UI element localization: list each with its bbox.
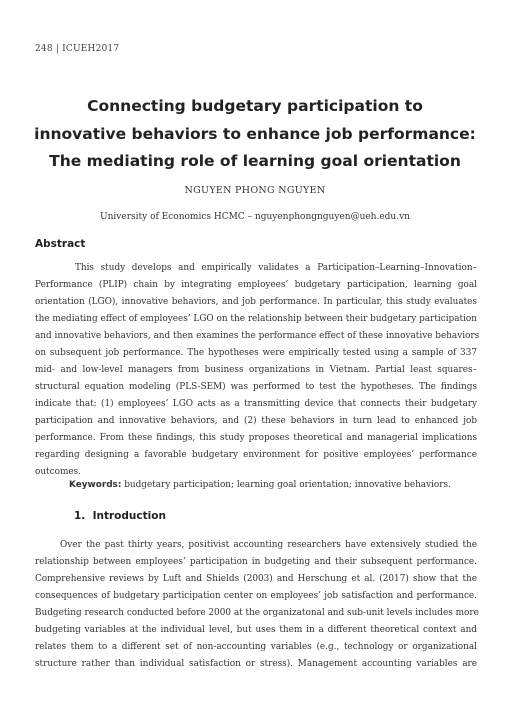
abstract-line: regarding designing a favorable budgetary environment for positive employees’ performance [35, 450, 477, 460]
author-affiliation: University of Economics HCMC – nguyenphongnguyen@ueh.edu.vn [100, 212, 410, 222]
introduction-line: Over the past thirty years, positivist accounting researchers have extensively studied the [35, 540, 477, 550]
abstract-line: the mediating effect of employees’ LGO on the relationship between their budgetary participation [35, 314, 477, 324]
abstract-line: indicate that: (1) employees’ LGO acts as a transmitting device that connects their budgetary [35, 399, 477, 409]
abstract-line: This study develops and empirically validates a Participation–Learning–Innovation– [35, 263, 477, 273]
introduction-line: budgeting variables at the individual level, but uses them in a different theoretical context and [35, 625, 477, 635]
paper-title [30, 93, 480, 176]
abstract-line: orientation (LGO), innovative behaviors, and job performance. In particular, this study evaluates [35, 297, 477, 307]
abstract-heading: Abstract [35, 238, 86, 250]
keywords [69, 480, 451, 490]
introduction-line: structure rather than individual satisfaction or stress). Management accounting variables are [35, 659, 477, 669]
running-head: 248 | ICUEH2017 [35, 44, 120, 54]
introduction-line: relates them to a different set of non-accounting variables (e.g., technology or organizational [35, 642, 477, 652]
abstract-line: performance. From these findings, this study proposes theoretical and managerial implications [35, 433, 477, 443]
keywords-text: budgetary participation; learning goal orientation; innovative behaviors. [121, 480, 451, 490]
abstract-line: Performance (PLIP) chain by integrating employees’ budgetary participation, learning goal [35, 280, 477, 290]
introduction-line: consequences of budgetary participation center on employees’ job satisfaction and performance. [35, 591, 477, 601]
abstract-line: structural equation modeling (PLS-SEM) was performed to test the hypotheses. The findings [35, 382, 477, 392]
abstract-line: and innovative behaviors, and then examines the performance effect of these innovative behaviors [35, 331, 480, 341]
introduction-line: Budgeting research conducted before 2000 at the organizatonal and sub-unit levels includes more [35, 608, 479, 618]
title-line: innovative behaviors to enhance job performance: [34, 124, 476, 143]
keywords-label: Keywords: [69, 480, 122, 490]
title-line: The mediating role of learning goal orientation [49, 152, 461, 170]
abstract-line: outcomes. [35, 467, 81, 477]
introduction-heading: 1. Introduction [74, 510, 166, 522]
introduction-line: relationship between employees’ participation in budgeting and their subsequent performance. [35, 557, 477, 567]
abstract-line: mid- and low-level managers from business organizations in Vietnam. Partial least squares– [35, 365, 477, 375]
abstract-line: on subsequent job performance. The hypotheses were empirically tested using a sample of 337 [35, 348, 477, 358]
abstract-line: participation and innovative behaviors, and (2) these behaviors in turn lead to enhanced job [35, 416, 477, 426]
introduction-line: Comprehensive reviews by Luft and Shields (2003) and Herschung et al. (2017) show that the [35, 574, 477, 584]
abstract-body [35, 260, 480, 481]
introduction-body [35, 537, 477, 673]
title-line: Connecting budgetary participation to [87, 97, 423, 115]
author-name: NGUYEN PHONG NGUYEN [184, 185, 326, 196]
